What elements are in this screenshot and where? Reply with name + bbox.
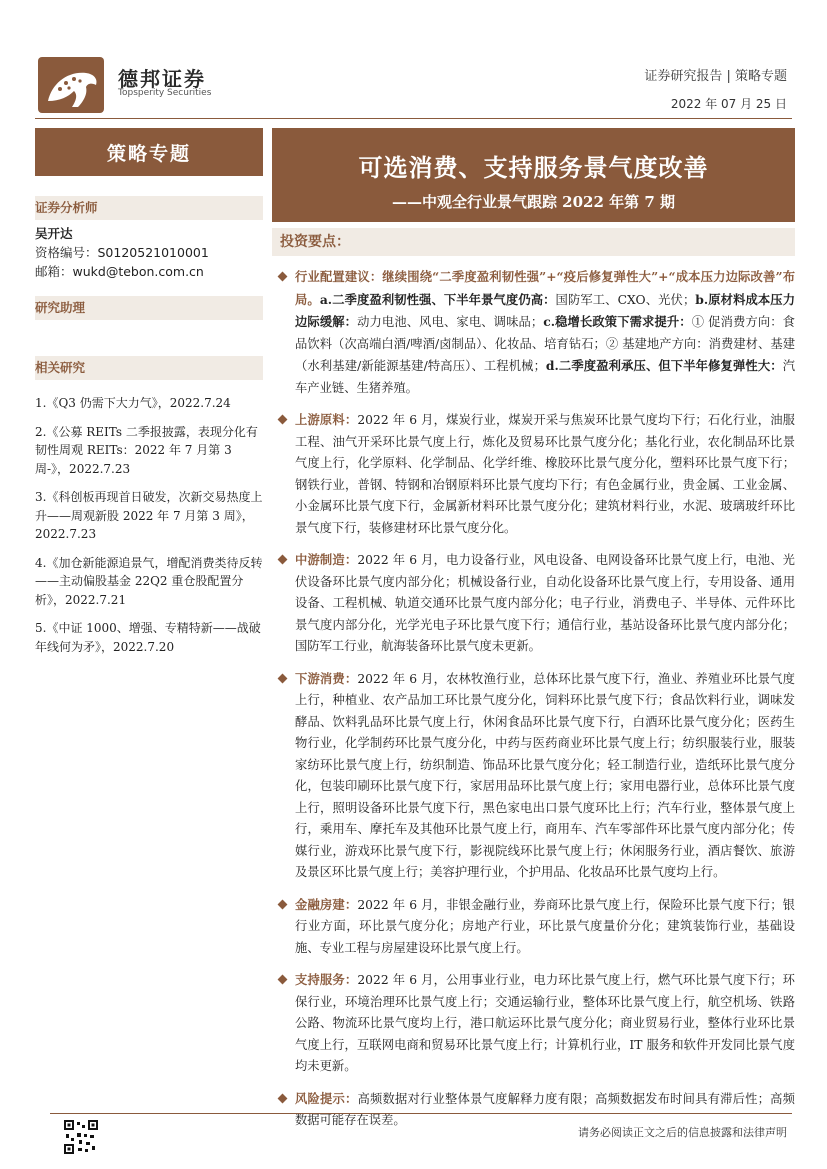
bullet-diamond-icon xyxy=(278,1093,288,1103)
footer-divider xyxy=(50,1113,792,1114)
related-research-list xyxy=(35,394,263,666)
assistant-heading xyxy=(35,296,263,320)
para-text: 汽车产业链、生猪养殖。 xyxy=(295,359,795,395)
analyst-heading xyxy=(35,196,263,220)
bullet-diamond-icon xyxy=(278,975,288,985)
para-lead: 下游消费： xyxy=(295,670,358,686)
bullet-diamond-icon xyxy=(278,673,288,683)
bullet-diamond-icon xyxy=(278,415,288,425)
para-text: ① 促消费方向：食品饮料（次高端白酒/啤酒/卤制品）、化妆品、培育钻石；② 基建地产方向：消费建材、基建（水利基建/新能源基建/特高压）、工程机械； xyxy=(295,315,795,373)
para-lead: 行业配置建议：继续围绕“二季度盈利韧性强”+“疫后修复弹性大”+“成本压力边际改善”布局。 xyxy=(295,269,795,307)
related-item[interactable]: 5.《中证 1000、增强、专精特新——战破年线何为矛》，2022.7.20 xyxy=(35,621,261,654)
para-downstream xyxy=(275,668,795,884)
footer-disclaimer: 请务必阅读正文之后的信息披露和法律声明 xyxy=(578,1126,787,1139)
para-text: 高频数据对行业整体景气度解释力度有限；高频数据发布时间具有滞后性；高频数据可能存在误差。 xyxy=(295,1091,795,1127)
report-tag: 策略专题 xyxy=(35,128,263,176)
analyst-email[interactable]: 邮箱：wukd@tebon.com.cn xyxy=(35,264,204,279)
para-upstream xyxy=(275,409,795,539)
key-points-label: 投资要点： xyxy=(280,234,350,250)
bullet-diamond-icon xyxy=(278,899,288,909)
bullet-diamond-icon xyxy=(278,272,288,282)
assistant-heading-label: 研究助理 xyxy=(35,300,86,315)
para-text: 动力电池、风电、家电、调味品； xyxy=(357,315,544,329)
logo-leopard-icon xyxy=(38,57,104,113)
para-midstream xyxy=(275,549,795,658)
para-bold: a.二季度盈利韧性强、下半年景气度仍高： xyxy=(319,291,556,307)
para-finance-realestate xyxy=(275,894,795,960)
para-bold: d.二季度盈利承压、但下半年修复弹性大： xyxy=(545,358,783,373)
related-item[interactable]: 1.《Q3 仍需下大力气》，2022.7.24 xyxy=(35,396,231,410)
analyst-heading-label: 证券分析师 xyxy=(35,200,98,215)
para-lead: 金融房建： xyxy=(295,896,358,912)
analyst-name: 吴开达 xyxy=(35,226,73,241)
qr-code-icon xyxy=(64,1120,98,1154)
report-title: 可选消费、支持服务景气度改善 xyxy=(358,153,709,182)
report-subtitle: ——中观全行业景气跟踪 2022 年第 7 期 xyxy=(391,193,676,211)
para-text: 2022 年 6 月，农林牧渔行业，总体环比景气度下行，渔业、养殖业环比景气度上行，种植业、农产品加工环比景气度分化，饲料环比景气度下行；食品饮料行业，调味发酵品、饮料乳品环比景气度上行，休闲食品环比景气度下行，白酒环比景气度分化；医药生物行业，化学制药环比景气度分化，中药与医药商业环比景气度上行；纺织服装行业，服装家纺环比景气度上行，纺织制造、饰品环比景气度分化；轻工制造行业，造纸环比景气度分化，包装印刷环比景气度下行，家居用品环比景气度上行；家用电器行业，总体环比景气度上行，照明设备环比景气度下行，黑色家电出口景气度环比上行；汽车行业，整体景气度上行，乘用车、摩托车及其他环比景气度上行，商用车、汽车零部件环比景气度内部分化；传媒行业，游戏环比景气度下行，影视院线环比景气度上行；休闲服务行业，酒店餐饮、旅游及景区环比景气度上行；美容护理行业，个护用品、化妆品环比景气度均上行。 xyxy=(295,671,795,879)
para-text: 2022 年 6 月，煤炭行业，煤炭开采与焦炭环比景气度均下行；石化行业，油服工程、油气开采环比景气度上行，炼化及贸易环比景气度分化；基化行业，农化制品环比景气度上行，化学原料、化学制品、化学纤维、橡胶环比景气度分化，塑料环比景气度下行；钢铁行业，普钢、特钢和冶钢原料环比景气度均下行；有色金属行业，贵金属、工业金属、小金属环比景气度下行，金属新材料环比景气度分化；建筑材料行业，水泥、玻璃玻纤环比景气度下行，装修建材环比景气度分化。 xyxy=(295,413,795,535)
para-lead: 支持服务： xyxy=(295,972,358,987)
para-text: 国防军工、CXO、光伏； xyxy=(555,292,696,307)
related-heading xyxy=(35,356,263,380)
para-lead: 风险提示： xyxy=(295,1090,358,1106)
related-item[interactable]: 4.《加仓新能源追景气，增配消费类待反转——主动偏股基金 22Q2 重仓股配置分析》，2022.7.21 xyxy=(35,555,263,607)
related-item[interactable]: 3.《科创板再现首日破发，次新交易热度上升——周观新股 2022 年 7 月第 3 周》，2022.7.23 xyxy=(35,490,263,541)
report-date: 2022 年 07 月 25 日 xyxy=(670,97,787,111)
para-text: 2022 年 6 月，非银金融行业，券商环比景气度上行，保险环比景气度下行；银行业方面，环比景气度分化；房地产行业，环比景气度量价分化；建筑装饰行业，基础设施、专业工程与房屋建设环比景气度上行。 xyxy=(295,897,795,955)
para-text: 2022 年 6 月，电力设备行业，风电设备、电网设备环比景气度上行，电池、光伏设备环比景气度内部分化；机械设备行业，自动化设备环比景气度上行，专用设备、通用设备、工程机械、轨道交通环比景气度内部分化；电子行业，消费电子、半导体、元件环比景气度内部分化，光学光电子环比景气度下行；通信行业，基站设备环比景气度内部分化；国防军工行业，航海装备环比景气度未更新。 xyxy=(295,553,795,653)
para-bold: c.稳增长政策下需求提升： xyxy=(543,314,692,329)
header-divider xyxy=(35,118,792,119)
para-lead: 上游原料： xyxy=(295,412,358,427)
related-item[interactable]: 2.《公募 REITs 二季报披露，表现分化有韧性周观 REITs：2022 年 7 月第 3 周-》，2022.7.23 xyxy=(35,424,258,476)
para-allocation xyxy=(275,266,795,399)
para-bold: b.原材料成本压力边际缓解： xyxy=(295,291,796,329)
para-lead: 中游制造： xyxy=(295,552,358,567)
bullet-diamond-icon xyxy=(278,555,288,565)
company-name-en: Topsperity Securities xyxy=(118,88,212,98)
title-banner xyxy=(272,128,795,222)
para-support-services xyxy=(275,969,795,1078)
para-text: 2022 年 6 月，公用事业行业，电力环比景气度上行，燃气环比景气度下行；环保行业，环境治理环比景气度上行；交通运输行业，整体环比景气度上行，航空机场、铁路公路、物流环比景气度均上行，港口航运环比景气度分化；商业贸易行业，整体行业环比景气度上行，互联网电商和贸易环比景气度上行；计算机行业，IT 服务和软件开发同比景气度均未更新。 xyxy=(295,973,795,1073)
key-points-body xyxy=(275,266,795,1142)
analyst-cert: 资格编号：S0120521010001 xyxy=(35,245,209,260)
related-heading-label: 相关研究 xyxy=(35,360,86,375)
report-type: 证券研究报告 | 策略专题 xyxy=(644,69,787,84)
key-points-heading xyxy=(272,228,795,256)
company-name-cn: 德邦证券 xyxy=(118,67,206,91)
